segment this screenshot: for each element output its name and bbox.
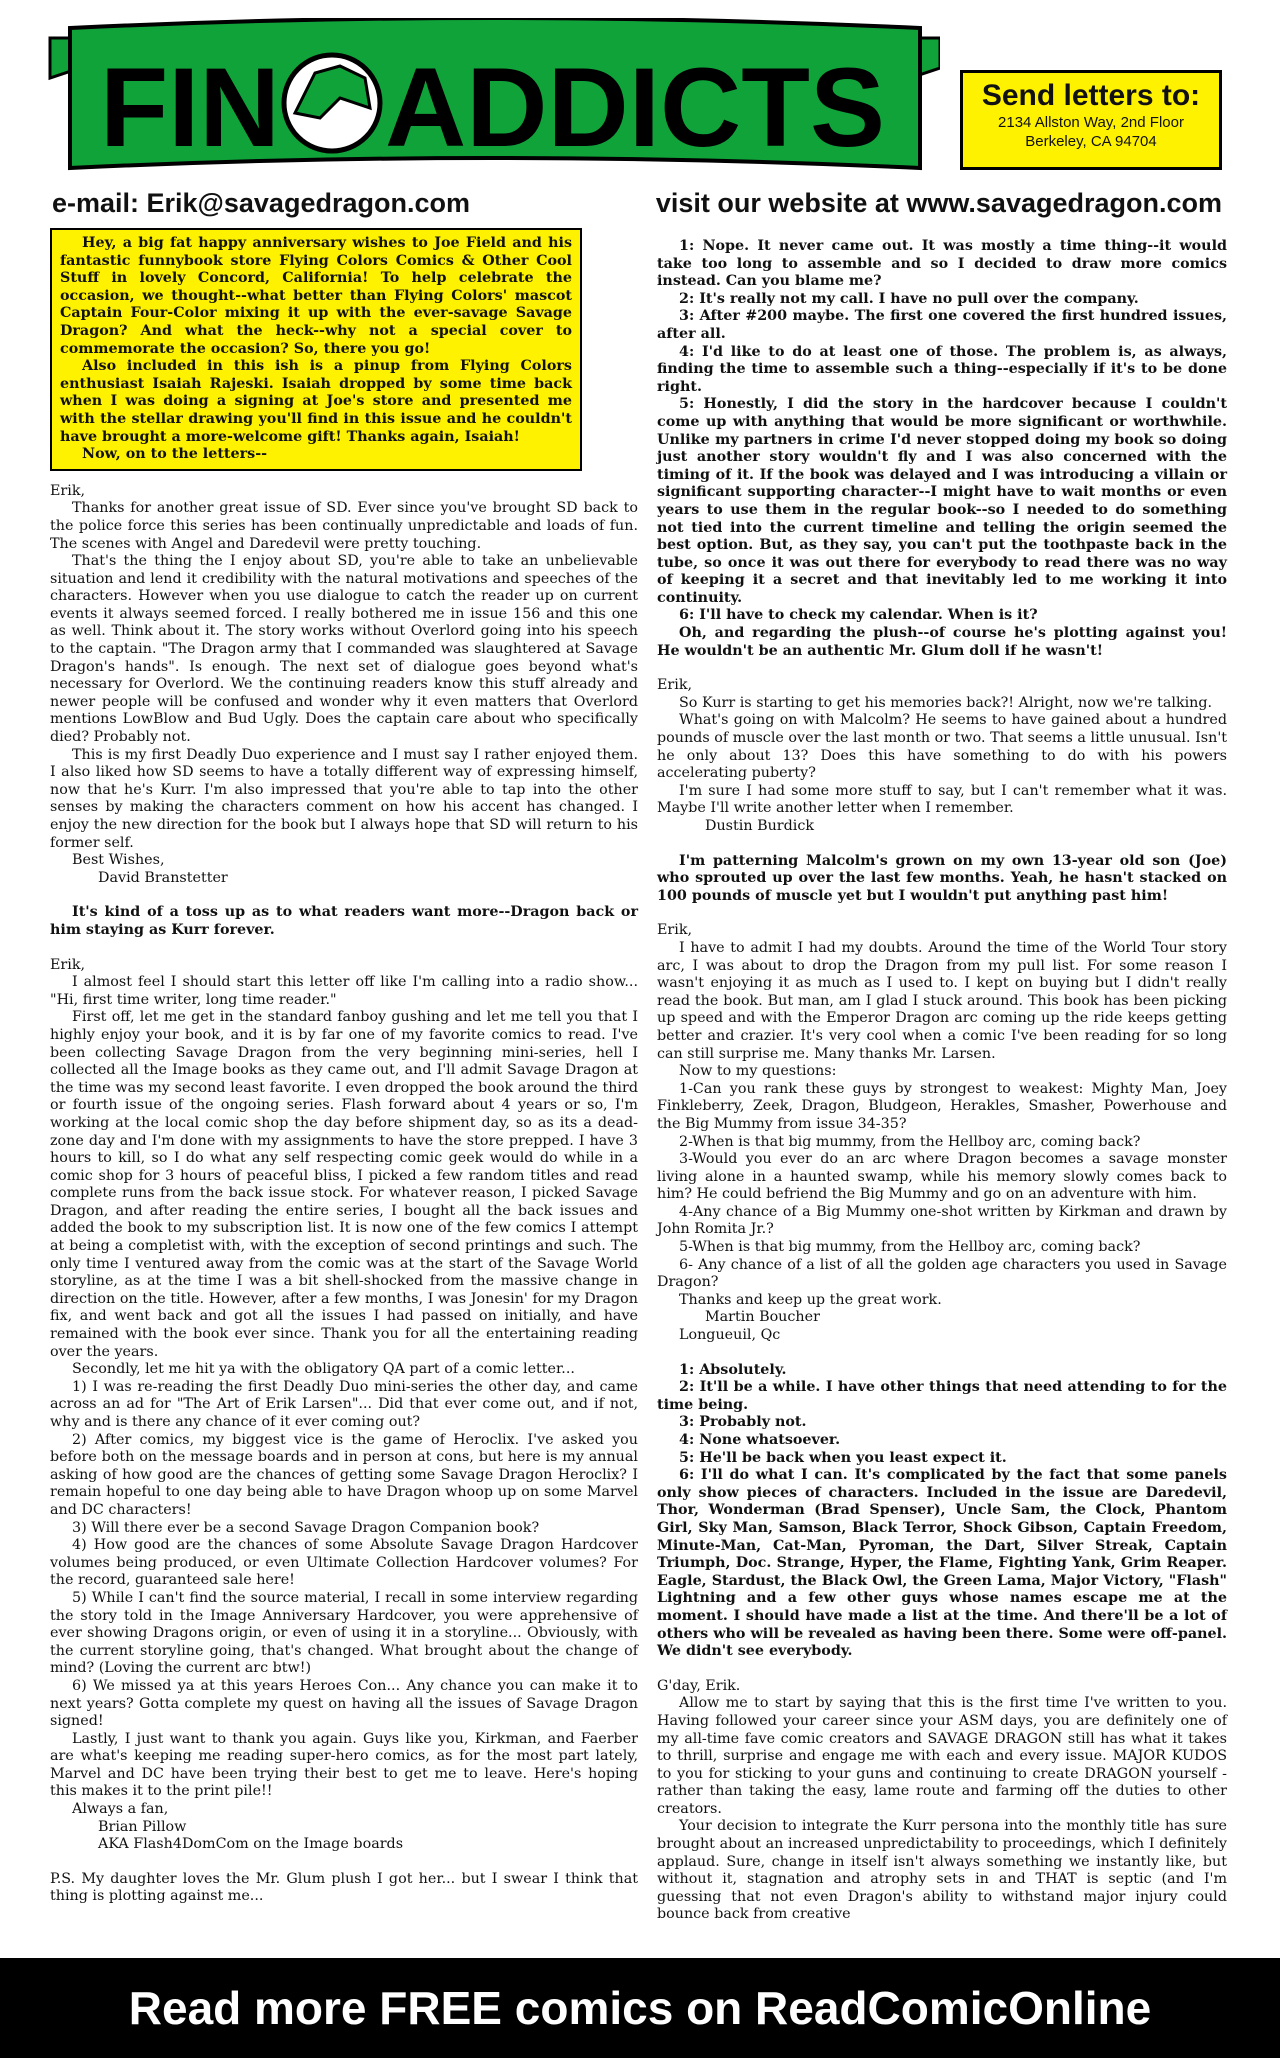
- letter-paragraph: First off, let me get in the standard fanboy gushing and let me tell you that I highly enjoy your book, and it is by far one of my favorite comics to read. I've been collecting Savage Dragon from the very beginning mini-series, hell I collected all the Image books as they came out, and I'll admit Savage Dragon at the time was my second least favorite. I even dropped the book around the third or fourth issue of the ongoing series. Flash forward about 4 years or so, I'm working at the local comic shop the day before shipment day, so as its a dead-zone day and I'm done with my assignments to have the store prepped. I have 3 hours to kill, so I do what any self respecting comic geek would do while in a comic shop for 3 hours of peaceful bliss, I picked a few random titles and read complete runs from the back issue stock. For whatever reason, I picked Savage Dragon, and after reading the entire series, I bought all the back issues and added the book to my subscription list. It is now one of the few comics I attempt at being a completist with, with the exception of second printings and such. The only time I ventured away from the comic was at the start of the Savage World storyline, as at the time I was a bit shell-shocked from the massive change in direction on the title. However, after a few months, I was Jonesin' for my Dragon fix, and went back and got all the issues I had passed on initially, and have remained with the book ever since. Thank you for all the entertaining reading over the years.: [50, 1009, 638, 1360]
- intro-paragraph: Now, on to the letters--: [82, 446, 268, 463]
- letter-question: 2) After comics, my biggest vice is the game of Heroclix. I've asked you before both on the message boards and in person at cons, but here is my annual asking of how good are the chances of getting some Savage Dragon Heroclix? I remain hopeful to one day being able to have Dragon whoop up on some Marvel and DC characters!: [50, 1431, 638, 1518]
- letter-signature: Martin Boucher: [705, 1309, 820, 1326]
- letter-paragraph: I have to admit I had my doubts. Around the time of the World Tour story arc, I was about to drop the Dragon from my pull list. For some reason I wasn't enjoying it as much as I used to. I kept on buying but I didn't really read the book. But man, am I glad I stuck around. This book has been picking up speed and with the Emperor Dragon arc coming up the ride keeps getting better and crazier. It's very cool when a comic I've been reading for so long can still surprise me. Many thanks Mr. Larsen.: [657, 939, 1227, 1062]
- letter-signature: David Branstetter: [98, 869, 228, 886]
- logo-text-addicts: ADDICTS: [385, 45, 885, 170]
- letter-question: 4-Any chance of a Big Mummy one-shot written by Kirkman and drawn by John Romita Jr.?: [657, 1203, 1227, 1238]
- editor-reply: I'm patterning Malcolm's grown on my own 13-year old son (Joe) who sprouted up over the last few months. Yeah, he hasn't stacked on 100 pounds of muscle yet but I wouldn't put anything past him!: [657, 852, 1227, 904]
- editor-reply: 6: I'll have to check my calendar. When is it?: [679, 607, 1038, 624]
- letter-paragraph: This is my first Deadly Duo experience and I must say I rather enjoyed them. I also liked how SD seems to have a totally different way of expressing himself, now that he's Kurr. I'm also impressed that you're able to tap into the other senses by making the characters comment on how his accent has changed. I enjoy the new direction for the book but I always hope that SD will return to his former self.: [50, 746, 638, 851]
- letter-postscript: P.S. My daughter loves the Mr. Glum plush I got her... but I swear I think that thing is plotting against me...: [50, 1870, 638, 1905]
- letter-salutation: G'day, Erik.: [657, 1677, 741, 1694]
- send-letters-box: [960, 70, 1222, 170]
- letter-paragraph: Allow me to start by saying that this is the first time I've written to you. Having followed your career since your ASM days, you are definitely one of my all-time fave comic creators and SAVAGE DRAGON still has what it takes to thrill, surprise and engage me with each and every issue. MAJOR KUDOS to you for sticking to your guns and continuing to create DRAGON yourself - rather than taking the easy, lame route and farming off the duties to other creators.: [657, 1695, 1227, 1817]
- fin-addicts-banner: [40, 18, 940, 178]
- letter-closing: Thanks and keep up the great work.: [679, 1291, 942, 1308]
- editor-reply: 1: Nope. It never came out. It was mostly a time thing--it would take too long to assemble and so I decided to draw more comics instead. Can you blame me?: [657, 238, 1227, 290]
- letter-paragraph: Your decision to integrate the Kurr persona into the monthly title has sure brought about an increased unpredictability to proceedings, which I definitely applaud. Sure, change in itself isn't always something we instantly like, but without it, stagnation and atrophy sets in and THAT is septic (and I'm guessing that not even Dragon's ability to withstand major injury could bounce back from creative: [657, 1818, 1227, 1923]
- letter-question: 5-When is that big mummy, from the Hellboy arc, coming back?: [679, 1239, 1141, 1256]
- editor-reply: 4: I'd like to do at least one of those. The problem is, as always, finding the time to assemble such a thing--especially if it's to be done right.: [657, 343, 1227, 395]
- letters-page-header: [0, 0, 1280, 218]
- letter-paragraph: Lastly, I just want to thank you again. Guys like you, Kirkman, and Faerber are what's keeping me reading super-hero comics, as for the most part lately, Marvel and DC have been trying their best to get me to leave. Here's hoping this makes it to the print pile!!: [50, 1730, 638, 1800]
- editor-reply: 4: None whatsoever.: [679, 1432, 841, 1448]
- address-line-2: Berkeley, CA 94704: [1025, 133, 1157, 150]
- letter-salutation: Erik,: [50, 482, 86, 499]
- letter-paragraph: I almost feel I should start this letter off like I'm calling into a radio show... "Hi, first time writer, long time reader.": [50, 974, 638, 1008]
- letter-paragraph: That's the thing the I enjoy about SD, you're able to take an unbelievable situation and lend it credibility with the natural motivations and speeches of the characters. However when you use dialogue to catch the reader up on current events it always seemed forced. I really bothered me in issue 156 and this one as well. Think about it. The story works without Overlord going into his speech to the captain. "The Dragon army that I commanded was slaughtered at Savage Dragon's hands". Is enough. The next set of dialogue goes beyond what's necessary for Overlord. We the continuing readers know this stuff already and newer people will be confused and wonder why it even matters that Overlord mentions LowBlow and Bud Ugly. Does the captain care about who specifically died? Probably not.: [50, 553, 638, 746]
- footer-banner[interactable]: Read more FREE comics on ReadComicOnline: [0, 1958, 1280, 2058]
- letter-question: 3) Will there ever be a second Savage Dragon Companion book?: [72, 1519, 540, 1536]
- letter-question: 6- Any chance of a list of all the golden age characters you used in Savage Dragon?: [657, 1256, 1227, 1291]
- contact-email[interactable]: e-mail: Erik@savagedragon.com: [52, 188, 470, 218]
- letter-question: 1) I was re-reading the first Deadly Duo mini-series the other day, and came across an ad for "The Art of Erik Larsen"... Did that ever come out, and if not, why and is there any chance of it ever coming out?: [50, 1378, 638, 1430]
- editor-reply: 2: It's really not my call. I have no pull over the company.: [679, 290, 1139, 307]
- letter-signature-alias: AKA Flash4DomCom on the Image boards: [98, 1836, 404, 1853]
- editor-reply: 6: I'll do what I can. It's complicated by the fact that some panels only show pieces of characters. Included in the issue are Daredevil, Thor, Wonderman (Brad Spenser), Uncle Sam, the Clock, Phantom Girl, Sky Man, Samson, Black Terror, Shock Gibson, Captain Freedom, Minute-Man, Cat-Man, Pyroman, the Dart, Silver Streak, Captain Triumph, Doc. Strange, Hyper, the Flame, Fighting Yank, Grim Reaper. Eagle, Stardust, the Black Owl, the Green Lama, Major Victory, "Flash" Lightning and a few other guys whose names escape me at the moment. I should have made a list at the time. And there'll be a lot of others who will be revealed as having been there. Some were off-panel. We didn't see everybody.: [657, 1467, 1227, 1660]
- editor-reply: 1: Absolutely.: [679, 1361, 787, 1378]
- editor-reply: It's kind of a toss up as to what readers want more--Dragon back or him staying as Kurr forever.: [50, 904, 638, 938]
- letter-paragraph: Now to my questions:: [679, 1063, 837, 1080]
- letter-closing: Always a fan,: [72, 1801, 169, 1818]
- letter-question: 5) While I can't find the source material, I recall in some interview regarding the story told in the Image Anniversary Hardcover, you were apprehensive of ever showing Dragons origin, or even of using it in a storyline... Obviously, with the current storyline going, that's changed. What brought about the change of mind? (Loving the current arc btw!): [50, 1589, 638, 1677]
- intro-paragraph: Also included in this ish is a pinup from Flying Colors enthusiast Isaiah Rajeski. Isaiah dropped by some time back when I was doing a signing at Joe's store and presented me with the stellar drawing you'll find in this issue and he couldn't have brought a more-welcome gift! Thanks again, Isaiah!: [60, 358, 572, 445]
- letter-paragraph: What's going on with Malcolm? He seems to have gained about a hundred pounds of muscle over the last month or two. That seems a little unusual. Isn't he only about 13? Does this have something to do with his powers accelerating puberty?: [657, 712, 1227, 782]
- letter-salutation: Erik,: [657, 922, 693, 939]
- left-column: [50, 228, 638, 1906]
- letter-location: Longueuil, Qc: [679, 1327, 781, 1344]
- send-letters-title: Send letters to:: [981, 79, 1201, 112]
- dragon-fin-icon: [284, 55, 380, 151]
- letter-question: 6) We missed ya at this years Heroes Con... Any chance you can make it to next years? Gotta complete my quest on having all the issues of Savage Dragon signed!: [50, 1677, 638, 1730]
- letter-question: 1-Can you rank these guys by strongest to weakest: Mighty Man, Joey Finkleberry, Zeek, Dragon, Bludgeon, Herakles, Smasher, Powerhouse and the Big Mummy from issue 34-35?: [657, 1080, 1227, 1132]
- intro-announcement-box: [50, 228, 582, 471]
- website-link[interactable]: visit our website at www.savagedragon.com: [655, 188, 1222, 218]
- letter-signature: Dustin Burdick: [705, 818, 815, 834]
- logo-text-fin: FIN: [100, 45, 280, 170]
- letter-salutation: Erik,: [50, 956, 86, 973]
- letter-signature: Brian Pillow: [98, 1818, 187, 1835]
- editor-reply: 5: He'll be back when you least expect it.: [679, 1449, 1007, 1466]
- address-line-1: 2134 Allston Way, 2nd Floor: [998, 114, 1184, 131]
- editor-reply: 3: Probably not.: [679, 1414, 807, 1431]
- editor-reply: 3: After #200 maybe. The first one covered the first hundred issues, after all.: [657, 308, 1227, 342]
- right-column: [657, 238, 1227, 1924]
- letter-question: 4) How good are the chances of some Absolute Savage Dragon Hardcover volumes being produced, or even Ultimate Collection Hardcover volumes? For the record, guaranteed sale here!: [50, 1537, 638, 1589]
- letter-question: 2-When is that big mummy, from the Hellboy arc, coming back?: [679, 1133, 1141, 1150]
- letter-closing: Best Wishes,: [72, 852, 165, 869]
- letter-salutation: Erik,: [657, 677, 693, 694]
- intro-paragraph: Hey, a big fat happy anniversary wishes to Joe Field and his fantastic funnybook store Flying Colors Comics & Other Cool Stuff in lovely Concord, California! To help celebrate the occasion, we thought--what better than Flying Colors' mascot Captain Four-Color mixing it up with the ever-savage Savage Dragon? And what the heck--why not a special cover to commemorate the occasion? So, there you go!: [60, 235, 572, 357]
- letter-paragraph: I'm sure I had some more stuff to say, but I can't remember what it was. Maybe I'll write another letter when I remember.: [657, 782, 1227, 817]
- letter-paragraph: Secondly, let me hit ya with the obligatory QA part of a comic letter...: [72, 1361, 575, 1378]
- letter-paragraph: So Kurr is starting to get his memories back?! Alright, now we're talking.: [679, 694, 1213, 711]
- letter-paragraph: Thanks for another great issue of SD. Ever since you've brought SD back to the police force this series has been continually unpredictable and loads of fun. The scenes with Angel and Daredevil were pretty touching.: [50, 500, 638, 552]
- editor-reply: 2: It'll be a while. I have other things that need attending to for the time being.: [657, 1379, 1227, 1413]
- letter-question: 3-Would you ever do an arc where Dragon becomes a savage monster living alone in a haunted swamp, while his memory slowly comes back to him? He could befriend the Big Mummy and go on an adventure with him.: [657, 1151, 1227, 1203]
- editor-reply: Oh, and regarding the plush--of course he's plotting against you! He wouldn't be an authentic Mr. Glum doll if he wasn't!: [657, 625, 1227, 659]
- editor-reply: 5: Honestly, I did the story in the hardcover because I couldn't come up with anything that would be more significant or worthwhile. Unlike my partners in crime I'd never stopped doing my book so doing just another story wouldn't fly and I was also concerned with the timing of it. If the book was delayed and I was introducing a villain or significant supporting character--I might have to wait months or even years to use them in the regular book--so I needed to do something not tied into the current timeline and telling the origin seemed the best option. But, as they say, you can't put the toothpaste back in the tube, so once it was out there for everybody to read there was no way of keeping it a secret and that inevitably led to me working it into continuity.: [657, 396, 1227, 606]
